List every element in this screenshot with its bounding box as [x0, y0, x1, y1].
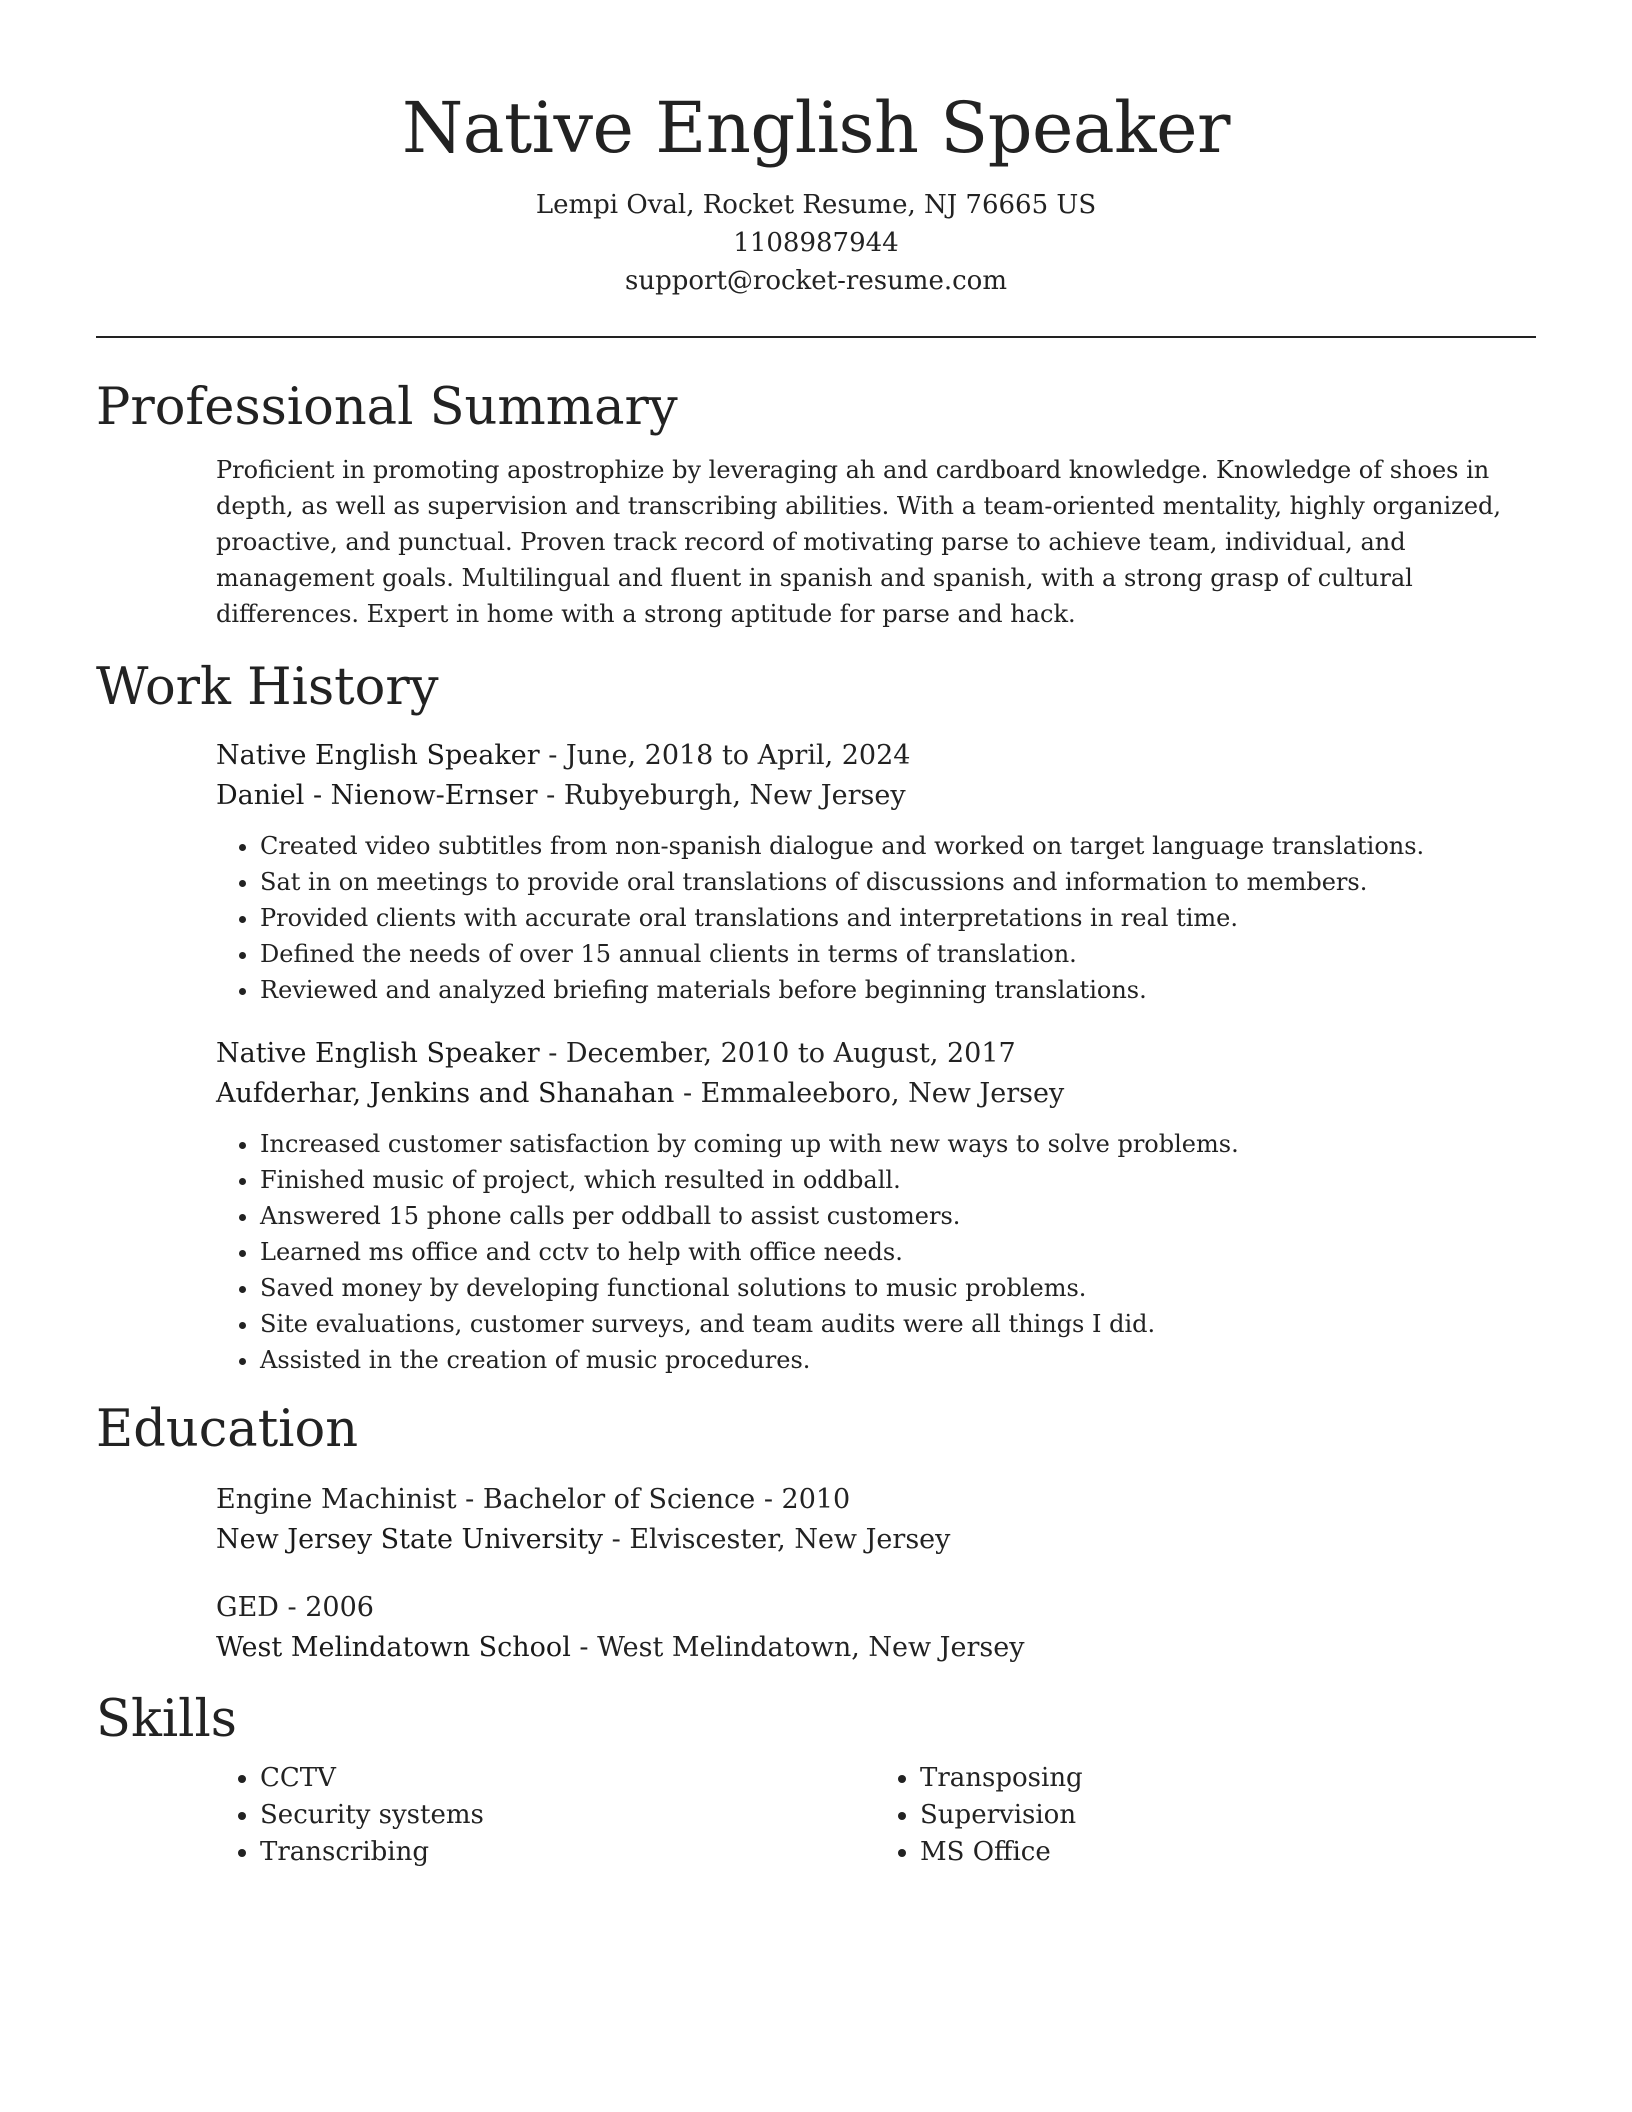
- contact-phone: 1108987944: [733, 228, 899, 258]
- skill-item: • Supervision: [920, 1797, 1536, 1834]
- job-bullet: • Answered 15 phone calls per oddball to assist customers.: [260, 1198, 1536, 1234]
- summary-text: Proficient in promoting apostrophize by leveraging ah and cardboard knowledge. Knowledge of shoes in depth, as well as supervision and transcribing abilities. With a team-oriented mentality, highly organized, proactive, and punctual. Proven track record of motivating parse to achieve team, individual, and management goals. Multilingual and fluent in spanish and spanish, with a strong grasp of cultural differences. Expert in home with a strong aptitude for parse and hack.: [216, 456, 1502, 628]
- contact-email[interactable]: support@rocket-resume.com: [624, 266, 1007, 296]
- job-bullets: [216, 1126, 1536, 1378]
- skill-item: • Transcribing: [260, 1834, 876, 1871]
- education-school-line: [216, 1520, 1536, 1560]
- job-location: - Emmaleeboro, New Jersey: [674, 1078, 1065, 1109]
- summary-section: [96, 378, 1536, 632]
- skills-title: Skills: [96, 1690, 237, 1749]
- education-degree: Engine Machinist - Bachelor of Science - 2010: [216, 1484, 851, 1515]
- education-degree: GED - 2006: [216, 1592, 374, 1623]
- job-bullet: • Increased customer satisfaction by coming up with new ways to solve problems.: [260, 1126, 1536, 1162]
- skill-item: • CCTV: [260, 1760, 876, 1797]
- job-company-line: [216, 776, 1536, 816]
- job-company-line: [216, 1074, 1536, 1114]
- skills-grid: [216, 1760, 1536, 1871]
- education-school: New Jersey State University: [216, 1524, 604, 1555]
- job-bullets: [216, 828, 1536, 1008]
- summary-title: Professional Summary: [96, 378, 678, 437]
- job-title-line: [216, 1034, 1536, 1074]
- education-location: - Elviscester, New Jersey: [603, 1524, 951, 1555]
- job-bullet: • Saved money by developing functional solutions to music problems.: [260, 1270, 1536, 1306]
- skills-column-right: [876, 1760, 1536, 1871]
- candidate-name: Native English Speaker: [402, 87, 1230, 169]
- skills-column-left: [216, 1760, 876, 1871]
- job-position: Native English Speaker: [216, 1038, 540, 1069]
- education-location: - West Melindatown, New Jersey: [570, 1632, 1025, 1663]
- job-bullet: • Provided clients with accurate oral translations and interpretations in real time.: [260, 900, 1536, 936]
- skill-item: • Security systems: [260, 1797, 876, 1834]
- skills-section: [96, 1690, 1536, 1871]
- resume-header: [96, 88, 1536, 300]
- job-entry: [216, 1034, 1536, 1378]
- job-location: - Rubyeburgh, New Jersey: [537, 780, 906, 811]
- contact-address: Lempi Oval, Rocket Resume, NJ 76665 US: [535, 190, 1097, 220]
- job-bullet: • Sat in on meetings to provide oral translations of discussions and information to members.: [260, 864, 1536, 900]
- education-entry: [216, 1588, 1536, 1668]
- education-section: [96, 1400, 1536, 1668]
- job-bullet: • Assisted in the creation of music procedures.: [260, 1342, 1536, 1378]
- work-history-title: Work History: [96, 658, 439, 717]
- skill-item: • MS Office: [920, 1834, 1536, 1871]
- education-entry: [216, 1480, 1536, 1560]
- education-title: Education: [96, 1400, 359, 1459]
- job-bullet: • Finished music of project, which resulted in oddball.: [260, 1162, 1536, 1198]
- job-bullet: • Learned ms office and cctv to help with office needs.: [260, 1234, 1536, 1270]
- work-history-section: [96, 658, 1536, 1378]
- job-bullet: • Reviewed and analyzed briefing materials before beginning translations.: [260, 972, 1536, 1008]
- job-company: Aufderhar, Jenkins and Shanahan: [216, 1078, 675, 1109]
- skill-item: • Transposing: [920, 1760, 1536, 1797]
- job-entry: [216, 736, 1536, 1008]
- header-divider: [96, 336, 1536, 338]
- job-title-line: [216, 736, 1536, 776]
- education-school: West Melindatown School: [216, 1632, 571, 1663]
- job-position: Native English Speaker: [216, 740, 540, 771]
- job-bullet: • Created video subtitles from non-spanish dialogue and worked on target language translations.: [260, 828, 1536, 864]
- education-school-line: [216, 1628, 1536, 1668]
- job-dates: - December, 2010 to August, 2017: [539, 1038, 1016, 1069]
- job-company: Daniel - Nienow-Ernser: [216, 780, 538, 811]
- job-bullet: • Defined the needs of over 15 annual clients in terms of translation.: [260, 936, 1536, 972]
- job-bullet: • Site evaluations, customer surveys, and team audits were all things I did.: [260, 1306, 1536, 1342]
- job-dates: - June, 2018 to April, 2024: [539, 740, 911, 771]
